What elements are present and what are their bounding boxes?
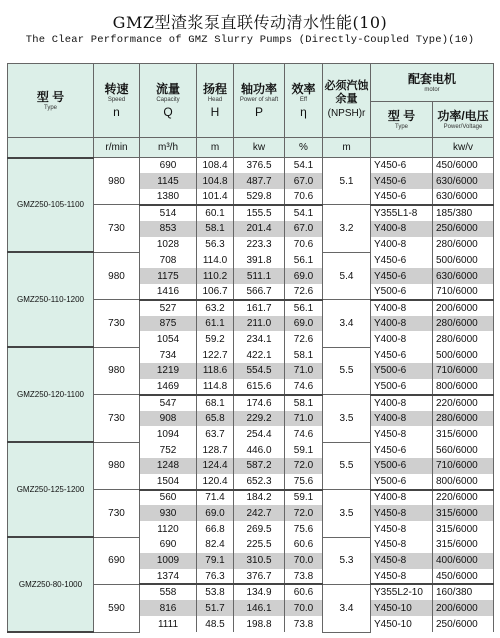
capacity-cell: 1380 bbox=[140, 189, 197, 205]
table-row bbox=[8, 347, 494, 363]
head-cell: 82.4 bbox=[197, 537, 234, 553]
motor-type-cell: Y400-8 bbox=[371, 395, 433, 411]
npsh-cell: 5.4 bbox=[323, 252, 371, 299]
efficiency-cell: 58.1 bbox=[285, 347, 323, 363]
pump-model: GMZ250-125-1200 bbox=[8, 442, 94, 537]
capacity-cell: 875 bbox=[140, 316, 197, 332]
efficiency-cell: 72.6 bbox=[285, 331, 323, 347]
efficiency-cell: 72.6 bbox=[285, 284, 323, 300]
head-cell: 106.7 bbox=[197, 284, 234, 300]
efficiency-cell: 71.0 bbox=[285, 411, 323, 427]
efficiency-cell: 54.1 bbox=[285, 205, 323, 221]
head-cell: 114.0 bbox=[197, 252, 234, 268]
power-cell: 554.5 bbox=[234, 363, 285, 379]
capacity-cell: 690 bbox=[140, 158, 197, 174]
power-cell: 225.5 bbox=[234, 537, 285, 553]
head-cell: 76.3 bbox=[197, 569, 234, 585]
efficiency-cell: 71.0 bbox=[285, 363, 323, 379]
motor-type-cell: Y450-10 bbox=[371, 600, 433, 616]
head-cell: 71.4 bbox=[197, 490, 234, 506]
capacity-cell: 1145 bbox=[140, 173, 197, 189]
efficiency-cell: 70.0 bbox=[285, 553, 323, 569]
head-cell: 69.0 bbox=[197, 505, 234, 521]
motor-type-cell: Y450-6 bbox=[371, 442, 433, 458]
unit-head: m bbox=[197, 138, 234, 158]
head-cell: 58.1 bbox=[197, 221, 234, 237]
power-cell: 146.1 bbox=[234, 600, 285, 616]
header-motor: 配套电机 motor bbox=[371, 64, 494, 102]
npsh-cell: 3.5 bbox=[323, 490, 371, 537]
npsh-cell: 5.3 bbox=[323, 537, 371, 584]
motor-type-cell: Y500-6 bbox=[371, 284, 433, 300]
capacity-cell: 1504 bbox=[140, 474, 197, 490]
power-voltage-cell: 450/6000 bbox=[433, 569, 494, 585]
capacity-cell: 1248 bbox=[140, 458, 197, 474]
power-cell: 254.4 bbox=[234, 426, 285, 442]
motor-type-cell: Y450-8 bbox=[371, 569, 433, 585]
power-cell: 615.6 bbox=[234, 379, 285, 395]
header-npsh: 必须汽蚀余量 (NPSH)r bbox=[323, 64, 371, 138]
efficiency-cell: 72.0 bbox=[285, 458, 323, 474]
efficiency-cell: 74.6 bbox=[285, 379, 323, 395]
power-cell: 391.8 bbox=[234, 252, 285, 268]
efficiency-cell: 60.6 bbox=[285, 537, 323, 553]
speed-cell: 590 bbox=[94, 584, 140, 632]
speed-cell: 980 bbox=[94, 442, 140, 489]
pump-model: GMZ250-120-1100 bbox=[8, 347, 94, 442]
motor-type-cell: Y450-6 bbox=[371, 189, 433, 205]
head-cell: 63.2 bbox=[197, 300, 234, 316]
motor-type-cell: Y400-8 bbox=[371, 237, 433, 253]
motor-type-cell: Y450-8 bbox=[371, 553, 433, 569]
power-voltage-cell: 560/6000 bbox=[433, 442, 494, 458]
power-voltage-cell: 710/6000 bbox=[433, 458, 494, 474]
npsh-cell: 3.5 bbox=[323, 395, 371, 442]
capacity-cell: 1219 bbox=[140, 363, 197, 379]
table-body bbox=[8, 158, 494, 633]
unit-blank bbox=[8, 138, 94, 158]
head-cell: 60.1 bbox=[197, 205, 234, 221]
power-voltage-cell: 315/6000 bbox=[433, 521, 494, 537]
speed-cell: 980 bbox=[94, 158, 140, 205]
motor-type-cell: Y500-6 bbox=[371, 458, 433, 474]
efficiency-cell: 56.1 bbox=[285, 252, 323, 268]
motor-type-cell: Y450-6 bbox=[371, 158, 433, 174]
capacity-cell: 853 bbox=[140, 221, 197, 237]
capacity-cell: 1009 bbox=[140, 553, 197, 569]
capacity-cell: 930 bbox=[140, 505, 197, 521]
motor-type-cell: Y450-8 bbox=[371, 426, 433, 442]
head-cell: 128.7 bbox=[197, 442, 234, 458]
power-cell: 652.3 bbox=[234, 474, 285, 490]
unit-power-voltage: kw/v bbox=[433, 138, 494, 158]
capacity-cell: 752 bbox=[140, 442, 197, 458]
capacity-cell: 816 bbox=[140, 600, 197, 616]
header-type: 型 号 Type bbox=[8, 64, 94, 138]
motor-type-cell: Y500-6 bbox=[371, 379, 433, 395]
power-cell: 198.8 bbox=[234, 616, 285, 632]
efficiency-cell: 67.0 bbox=[285, 221, 323, 237]
head-cell: 122.7 bbox=[197, 347, 234, 363]
table-row bbox=[8, 252, 494, 268]
power-voltage-cell: 630/6000 bbox=[433, 189, 494, 205]
header-power: 轴功率 Power of shaft P bbox=[234, 64, 285, 138]
capacity-cell: 690 bbox=[140, 537, 197, 553]
capacity-cell: 527 bbox=[140, 300, 197, 316]
power-voltage-cell: 200/6000 bbox=[433, 600, 494, 616]
head-cell: 66.8 bbox=[197, 521, 234, 537]
power-cell: 376.7 bbox=[234, 569, 285, 585]
power-voltage-cell: 200/6000 bbox=[433, 300, 494, 316]
unit-power: kw bbox=[234, 138, 285, 158]
motor-type-cell: Y450-6 bbox=[371, 252, 433, 268]
performance-table bbox=[7, 63, 494, 633]
unit-motor-type bbox=[371, 138, 433, 158]
table-row bbox=[8, 537, 494, 553]
motor-type-cell: Y500-6 bbox=[371, 363, 433, 379]
power-cell: 587.2 bbox=[234, 458, 285, 474]
head-cell: 108.4 bbox=[197, 158, 234, 174]
head-cell: 120.4 bbox=[197, 474, 234, 490]
power-cell: 376.5 bbox=[234, 158, 285, 174]
capacity-cell: 734 bbox=[140, 347, 197, 363]
unit-npsh: m bbox=[323, 138, 371, 158]
npsh-cell: 3.4 bbox=[323, 584, 371, 632]
capacity-cell: 1094 bbox=[140, 426, 197, 442]
motor-type-cell: Y400-8 bbox=[371, 411, 433, 427]
power-cell: 310.5 bbox=[234, 553, 285, 569]
power-voltage-cell: 500/6000 bbox=[433, 347, 494, 363]
power-voltage-cell: 280/6000 bbox=[433, 411, 494, 427]
capacity-cell: 514 bbox=[140, 205, 197, 221]
efficiency-cell: 72.0 bbox=[285, 505, 323, 521]
motor-type-cell: Y450-10 bbox=[371, 616, 433, 632]
motor-type-cell: Y400-8 bbox=[371, 221, 433, 237]
motor-type-cell: Y450-8 bbox=[371, 537, 433, 553]
power-voltage-cell: 500/6000 bbox=[433, 252, 494, 268]
capacity-cell: 1374 bbox=[140, 569, 197, 585]
efficiency-cell: 69.0 bbox=[285, 316, 323, 332]
power-voltage-cell: 450/6000 bbox=[433, 158, 494, 174]
power-voltage-cell: 250/6000 bbox=[433, 616, 494, 632]
head-cell: 101.4 bbox=[197, 189, 234, 205]
capacity-cell: 1120 bbox=[140, 521, 197, 537]
efficiency-cell: 75.6 bbox=[285, 521, 323, 537]
motor-type-cell: Y450-8 bbox=[371, 521, 433, 537]
motor-type-cell: Y450-6 bbox=[371, 173, 433, 189]
power-voltage-cell: 280/6000 bbox=[433, 237, 494, 253]
pump-model: GMZ250-80-1000 bbox=[8, 537, 94, 632]
power-voltage-cell: 315/6000 bbox=[433, 505, 494, 521]
power-voltage-cell: 400/6000 bbox=[433, 553, 494, 569]
power-cell: 234.1 bbox=[234, 331, 285, 347]
motor-type-cell: Y355L1-8 bbox=[371, 205, 433, 221]
motor-type-cell: Y450-8 bbox=[371, 505, 433, 521]
header-capacity: 流量 Capacity Q bbox=[140, 64, 197, 138]
head-cell: 79.1 bbox=[197, 553, 234, 569]
power-cell: 529.8 bbox=[234, 189, 285, 205]
header-head: 扬程 Head H bbox=[197, 64, 234, 138]
unit-efficiency: % bbox=[285, 138, 323, 158]
capacity-cell: 547 bbox=[140, 395, 197, 411]
motor-type-cell: Y450-6 bbox=[371, 268, 433, 284]
capacity-cell: 560 bbox=[140, 490, 197, 506]
table-row bbox=[8, 442, 494, 458]
head-cell: 114.8 bbox=[197, 379, 234, 395]
unit-capacity: m³/h bbox=[140, 138, 197, 158]
power-cell: 446.0 bbox=[234, 442, 285, 458]
efficiency-cell: 70.6 bbox=[285, 237, 323, 253]
speed-cell: 730 bbox=[94, 395, 140, 442]
efficiency-cell: 73.8 bbox=[285, 616, 323, 632]
unit-speed: r/min bbox=[94, 138, 140, 158]
head-cell: 68.1 bbox=[197, 395, 234, 411]
head-cell: 104.8 bbox=[197, 173, 234, 189]
head-cell: 56.3 bbox=[197, 237, 234, 253]
power-voltage-cell: 710/6000 bbox=[433, 284, 494, 300]
head-cell: 53.8 bbox=[197, 584, 234, 600]
power-voltage-cell: 800/6000 bbox=[433, 474, 494, 490]
power-cell: 242.7 bbox=[234, 505, 285, 521]
speed-cell: 980 bbox=[94, 347, 140, 394]
power-voltage-cell: 250/6000 bbox=[433, 221, 494, 237]
page-title: GMZ型渣浆泵直联传动清水性能(10) bbox=[112, 13, 388, 32]
power-cell: 223.3 bbox=[234, 237, 285, 253]
page-subtitle: The Clear Performance of GMZ Slurry Pumps (Directly-Coupled Type)(10) bbox=[25, 34, 475, 46]
power-cell: 201.4 bbox=[234, 221, 285, 237]
speed-cell: 730 bbox=[94, 490, 140, 537]
motor-type-cell: Y500-6 bbox=[371, 474, 433, 490]
capacity-cell: 1054 bbox=[140, 331, 197, 347]
capacity-cell: 1469 bbox=[140, 379, 197, 395]
power-voltage-cell: 800/6000 bbox=[433, 379, 494, 395]
header-power-voltage: 功率/电压 Power/Voltage bbox=[433, 102, 494, 138]
power-cell: 566.7 bbox=[234, 284, 285, 300]
speed-cell: 980 bbox=[94, 252, 140, 299]
header-efficiency: 效率 Eff η bbox=[285, 64, 323, 138]
npsh-cell: 3.2 bbox=[323, 205, 371, 252]
power-voltage-cell: 185/380 bbox=[433, 205, 494, 221]
head-cell: 48.5 bbox=[197, 616, 234, 632]
motor-type-cell: Y400-8 bbox=[371, 490, 433, 506]
head-cell: 59.2 bbox=[197, 331, 234, 347]
head-cell: 118.6 bbox=[197, 363, 234, 379]
power-cell: 422.1 bbox=[234, 347, 285, 363]
power-voltage-cell: 710/6000 bbox=[433, 363, 494, 379]
capacity-cell: 1175 bbox=[140, 268, 197, 284]
power-cell: 174.6 bbox=[234, 395, 285, 411]
table-row bbox=[8, 158, 494, 174]
efficiency-cell: 75.6 bbox=[285, 474, 323, 490]
capacity-cell: 1416 bbox=[140, 284, 197, 300]
power-cell: 511.1 bbox=[234, 268, 285, 284]
motor-type-cell: Y450-6 bbox=[371, 347, 433, 363]
efficiency-cell: 60.6 bbox=[285, 584, 323, 600]
power-voltage-cell: 315/6000 bbox=[433, 537, 494, 553]
head-cell: 124.4 bbox=[197, 458, 234, 474]
power-cell: 269.5 bbox=[234, 521, 285, 537]
efficiency-cell: 54.1 bbox=[285, 158, 323, 174]
efficiency-cell: 67.0 bbox=[285, 173, 323, 189]
power-cell: 184.2 bbox=[234, 490, 285, 506]
head-cell: 110.2 bbox=[197, 268, 234, 284]
npsh-cell: 5.1 bbox=[323, 158, 371, 205]
power-voltage-cell: 220/6000 bbox=[433, 395, 494, 411]
capacity-cell: 908 bbox=[140, 411, 197, 427]
power-cell: 229.2 bbox=[234, 411, 285, 427]
efficiency-cell: 70.0 bbox=[285, 600, 323, 616]
power-cell: 155.5 bbox=[234, 205, 285, 221]
head-cell: 65.8 bbox=[197, 411, 234, 427]
speed-cell: 690 bbox=[94, 537, 140, 584]
efficiency-cell: 69.0 bbox=[285, 268, 323, 284]
power-cell: 161.7 bbox=[234, 300, 285, 316]
motor-type-cell: Y400-8 bbox=[371, 331, 433, 347]
efficiency-cell: 59.1 bbox=[285, 490, 323, 506]
efficiency-cell: 59.1 bbox=[285, 442, 323, 458]
head-cell: 51.7 bbox=[197, 600, 234, 616]
efficiency-cell: 73.8 bbox=[285, 569, 323, 585]
efficiency-cell: 74.6 bbox=[285, 426, 323, 442]
power-voltage-cell: 630/6000 bbox=[433, 268, 494, 284]
efficiency-cell: 56.1 bbox=[285, 300, 323, 316]
power-cell: 211.0 bbox=[234, 316, 285, 332]
speed-cell: 730 bbox=[94, 300, 140, 347]
power-voltage-cell: 630/6000 bbox=[433, 173, 494, 189]
motor-type-cell: Y400-8 bbox=[371, 316, 433, 332]
head-cell: 61.1 bbox=[197, 316, 234, 332]
power-voltage-cell: 280/6000 bbox=[433, 316, 494, 332]
power-cell: 134.9 bbox=[234, 584, 285, 600]
capacity-cell: 708 bbox=[140, 252, 197, 268]
efficiency-cell: 58.1 bbox=[285, 395, 323, 411]
capacity-cell: 558 bbox=[140, 584, 197, 600]
power-cell: 487.7 bbox=[234, 173, 285, 189]
motor-type-cell: Y355L2-10 bbox=[371, 584, 433, 600]
npsh-cell: 5.5 bbox=[323, 347, 371, 394]
pump-model: GMZ250-110-1200 bbox=[8, 252, 94, 347]
capacity-cell: 1028 bbox=[140, 237, 197, 253]
motor-type-cell: Y400-8 bbox=[371, 300, 433, 316]
npsh-cell: 3.4 bbox=[323, 300, 371, 347]
efficiency-cell: 70.6 bbox=[285, 189, 323, 205]
head-cell: 63.7 bbox=[197, 426, 234, 442]
power-voltage-cell: 220/6000 bbox=[433, 490, 494, 506]
power-voltage-cell: 315/6000 bbox=[433, 426, 494, 442]
header-speed: 转速 Speed n bbox=[94, 64, 140, 138]
power-voltage-cell: 280/6000 bbox=[433, 331, 494, 347]
header-motor-type: 型 号 Type bbox=[371, 102, 433, 138]
pump-model: GMZ250-105-1100 bbox=[8, 158, 94, 253]
speed-cell: 730 bbox=[94, 205, 140, 252]
capacity-cell: 1111 bbox=[140, 616, 197, 632]
power-voltage-cell: 160/380 bbox=[433, 584, 494, 600]
npsh-cell: 5.5 bbox=[323, 442, 371, 489]
